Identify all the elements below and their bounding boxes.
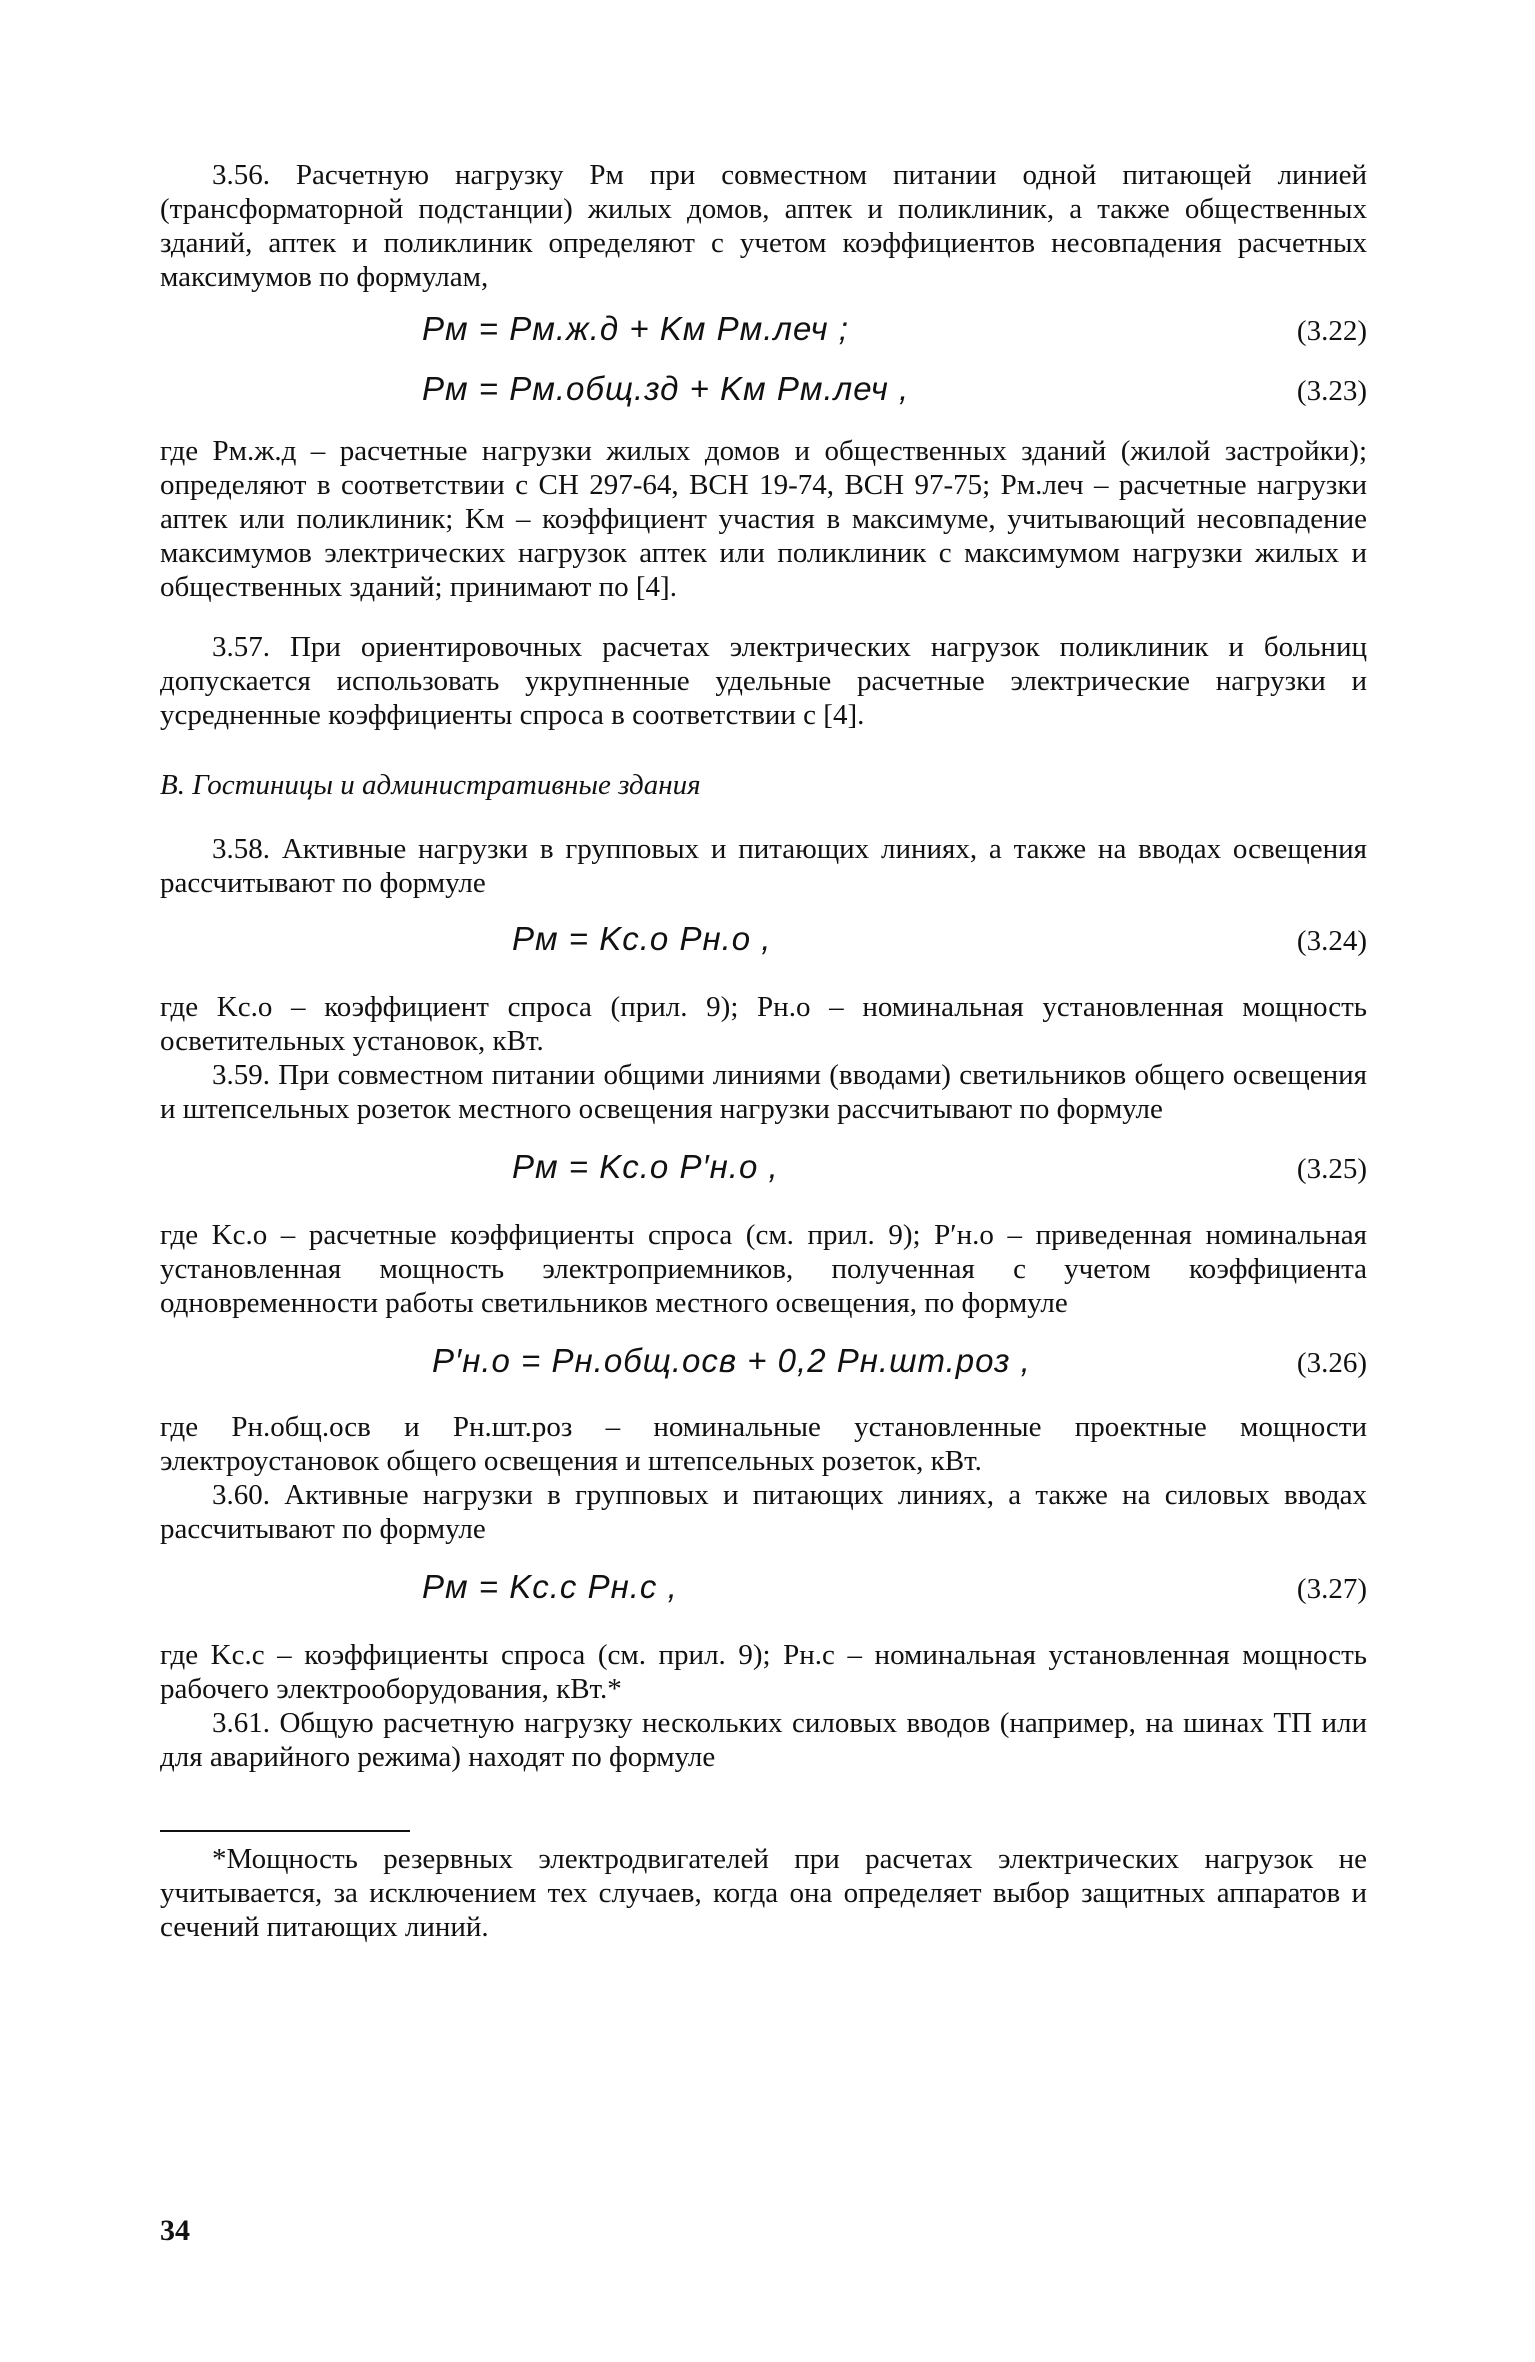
formula-3-23-expression: Pм = Pм.общ.зд + Kм Pм.леч , xyxy=(422,370,910,407)
formula-3-22-expression: Pм = Pм.ж.д + Kм Pм.леч ; xyxy=(422,310,849,347)
page-number: 34 xyxy=(160,2214,190,2247)
paragraph-3-60-definitions: где Kс.с – коэффициенты спроса (см. прил. 9); Pн.с – номинальная установленная мощность рабочего электрооборудования, кВт.* xyxy=(160,1639,1367,1705)
paragraph-3-58: 3.58. Активные нагрузки в групповых и питающих линиях, а также на вводах освещения рассчитывают по формуле xyxy=(160,833,1367,899)
formula-3-23-number: (3.23) xyxy=(1296,375,1367,407)
formula-3-26 xyxy=(160,1334,1367,1394)
formula-3-26-expression: P′н.о = Pн.общ.осв + 0,2 Pн.шт.роз , xyxy=(432,1342,1031,1379)
formula-3-25 xyxy=(160,1140,1367,1200)
formula-3-24 xyxy=(160,912,1367,972)
formula-3-25-expression: Pм = Kс.о P′н.о , xyxy=(512,1148,779,1185)
formula-3-24-number: (3.24) xyxy=(1296,925,1367,957)
formula-3-22-number: (3.22) xyxy=(1296,315,1367,347)
formula-3-27 xyxy=(160,1560,1367,1620)
paragraph-3-61: 3.61. Общую расчетную нагрузку нескольких силовых вводов (например, на шинах ТП или для аварийного режима) находят по формуле xyxy=(160,1707,1367,1773)
paragraph-3-59-definitions: где Kс.о – расчетные коэффициенты спроса (см. прил. 9); P′н.о – приведенная номинальная установленная мощность электроприемников, полученная с учетом коэффициента одновременности работы светильников местного освещения, по формуле xyxy=(160,1219,1367,1319)
paragraph-3-58-definitions: где Kс.о – коэффициент спроса (прил. 9); Pн.о – номинальная установленная мощность осветительных установок, кВт. xyxy=(160,991,1367,1057)
footnote-divider xyxy=(160,1830,410,1832)
section-heading-b: В. Гостиницы и административные здания xyxy=(160,769,701,801)
main-text xyxy=(160,158,1367,1944)
paragraph-3-59: 3.59. При совместном питании общими линиями (вводами) светильников общего освещения и штепсельных розеток местного освещения нагрузки рассчитывают по формуле xyxy=(160,1059,1367,1125)
paragraph-3-59-power-definitions: где Pн.общ.осв и Pн.шт.роз – номинальные установленные проектные мощности электроустановок общего освещения и штепсельных розеток, кВт. xyxy=(160,1411,1367,1477)
formula-3-23 xyxy=(160,362,1367,422)
formula-3-27-expression: Pм = Kс.с Pн.с , xyxy=(422,1568,678,1605)
formula-3-27-number: (3.27) xyxy=(1296,1573,1367,1605)
paragraph-3-56-definitions: где Pм.ж.д – расчетные нагрузки жилых домов и общественных зданий (жилой застройки); определяют в соответствии с СН 297-64, ВСН 19-74, ВСН 97-75; Pм.леч – расчетные нагрузки аптек или поликлиник; Kм – коэффициент участия в максимуме, учитывающий несовпадение максимумов электрических нагрузок аптек или поликлиник с максимумом нагрузки жилых и общественных зданий; принимают по [4]. xyxy=(160,435,1367,603)
paragraph-3-60: 3.60. Активные нагрузки в групповых и питающих линиях, а также на силовых вводах рассчитывают по формуле xyxy=(160,1479,1367,1545)
formula-3-25-number: (3.25) xyxy=(1296,1153,1367,1185)
formula-3-22 xyxy=(160,302,1367,362)
formula-3-24-expression: Pм = Kс.о Pн.о , xyxy=(512,920,772,957)
formula-3-26-number: (3.26) xyxy=(1296,1347,1367,1379)
footnote: *Мощность резервных электродвигателей при расчетах электрических нагрузок не учитывается, за исключением тех случаев, когда она определяет выбор защитных аппаратов и сечений питающих линий. xyxy=(160,1843,1367,1943)
paragraph-3-57: 3.57. При ориентировочных расчетах электрических нагрузок поликлиник и больниц допускается использовать укрупненные удельные расчетные электрические нагрузки и усредненные коэффициенты спроса в соответствии с [4]. xyxy=(160,631,1367,731)
paragraph-3-56: 3.56. Расчетную нагрузку Pм при совместном питании одной питающей линией (трансформаторной подстанции) жилых домов, аптек и поликлиник, а также общественных зданий, аптек и поликлиник определяют с учетом коэффициентов несовпадения расчетных максимумов по формулам, xyxy=(160,159,1367,293)
